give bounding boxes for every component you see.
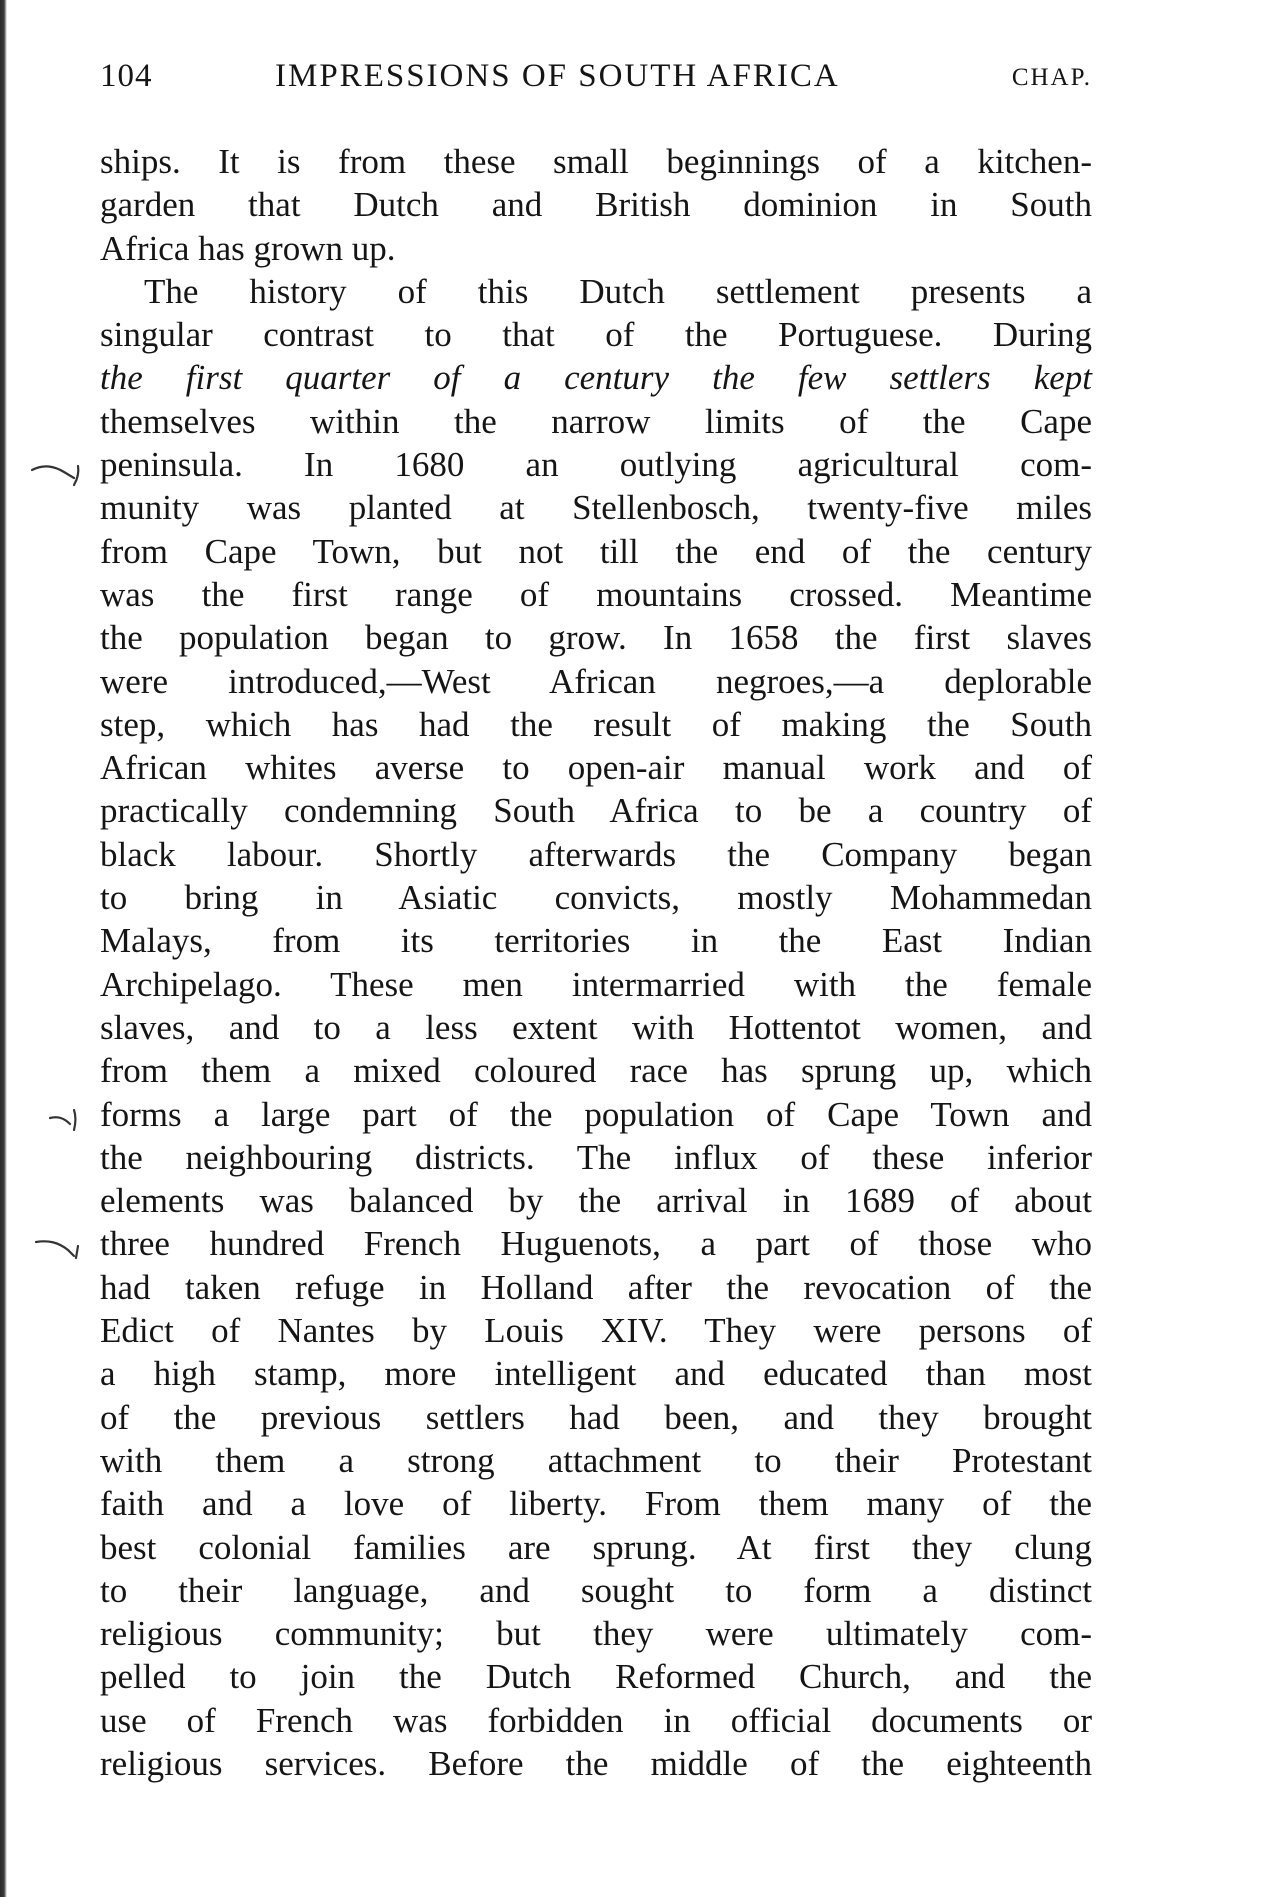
text-line: themselves within the narrow limits of the Cape [100,401,1092,441]
running-title: IMPRESSIONS OF SOUTH AFRICA [275,58,840,94]
text-line: three hundred French Huguenots, a part of those who [100,1224,1092,1264]
binding-edge [0,0,7,1897]
text-line: garden that Dutch and British dominion in South [100,185,1092,225]
text-line: was the first range of mountains crossed. Meantime [100,574,1092,614]
text-line: elements was balanced by the arrival in 1689 of about [100,1181,1092,1221]
margin-tick-icon [30,458,100,488]
text-line: were introduced,—West African negroes,—a deplorable [100,661,1092,701]
text-line: black labour. Shortly afterwards the Company began [100,834,1092,874]
text-line: Edict of Nantes by Louis XIV. They were persons of [100,1311,1092,1351]
text-line: Africa has grown up. [100,228,396,268]
page-header [100,58,1092,108]
chapter-label: CHAP. [1011,64,1092,91]
text-line: faith and a love of liberty. From them many of the [100,1484,1092,1524]
text-line: step, which has had the result of making the South [100,704,1092,744]
text-line: The history of this Dutch settlement presents a [144,271,1092,311]
margin-tick-icon [30,1104,100,1134]
text-line: pelled to join the Dutch Reformed Church, and the [100,1657,1092,1697]
text-line: forms a large part of the population of Cape Town and [100,1094,1092,1134]
text-line: the first quarter of a century the few settlers kept [100,358,1092,398]
text-line: of the previous settlers had been, and they brought [100,1397,1092,1437]
text-line: with them a strong attachment to their Protestant [100,1440,1092,1480]
text-line: Archipelago. These men intermarried with the female [100,964,1092,1004]
text-line: slaves, and to a less extent with Hottentot women, and [100,1007,1092,1047]
text-line: African whites averse to open-air manual work and of [100,748,1092,788]
text-line: to their language, and sought to form a distinct [100,1570,1092,1610]
margin-tick-icon [30,1232,100,1262]
text-line: munity was planted at Stellenbosch, twenty-five miles [100,488,1092,528]
page-number: 104 [100,58,153,94]
text-line: Malays, from its territories in the East Indian [100,921,1092,961]
body-text [100,140,1092,1785]
text-line: singular contrast to that of the Portuguese. During [100,315,1092,355]
text-line: peninsula. In 1680 an outlying agricultural com- [100,445,1092,485]
text-line: use of French was forbidden in official documents or [100,1700,1092,1740]
text-line: to bring in Asiatic convicts, mostly Mohammedan [100,878,1092,918]
text-line: the neighbouring districts. The influx of these inferior [100,1137,1092,1177]
text-line: a high stamp, more intelligent and educated than most [100,1354,1092,1394]
text-line: religious community; but they were ultimately com- [100,1614,1092,1654]
text-line: the population began to grow. In 1658 the first slaves [100,618,1092,658]
text-line: had taken refuge in Holland after the revocation of the [100,1267,1092,1307]
text-line: ships. It is from these small beginnings of a kitchen- [100,142,1092,181]
text-line: practically condemning South Africa to be a country of [100,791,1092,831]
text-line: religious services. Before the middle of the eighteenth [100,1743,1092,1783]
text-line: from them a mixed coloured race has sprung up, which [100,1051,1092,1091]
text-line: from Cape Town, but not till the end of the century [100,531,1092,571]
text-line: best colonial families are sprung. At first they clung [100,1527,1092,1567]
